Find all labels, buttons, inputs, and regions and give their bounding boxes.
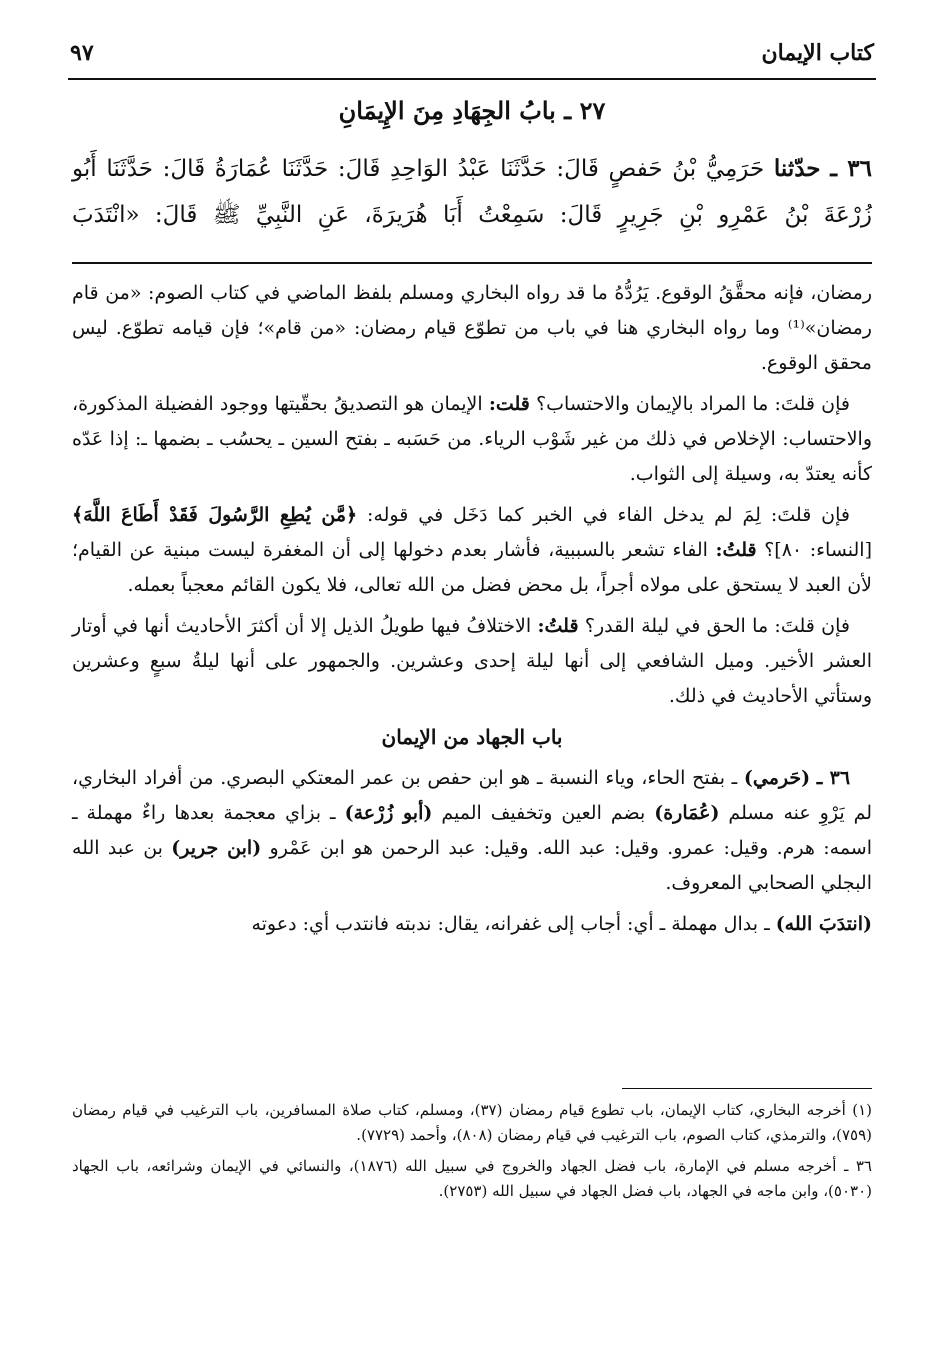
header-rule	[68, 78, 876, 80]
commentary-text: فإن قلتَ: لِمَ لم يدخل الفاء في الخبر كما دَخَل في قوله:	[367, 504, 851, 526]
footnote-marker: ٣٦ ـ	[843, 1157, 872, 1175]
commentary-text: الاختلافُ فيها طويلُ الذيل إلا أن أكثرَ الأحاديث أنها في أوتار العشر الأخير. وميل الشافعي إلى أنها ليلة إحدى وعشرين. والجمهور على أنها ليلةُ سبعٍ وعشرين وستأتي الأحاديث في ذلك.	[72, 615, 872, 707]
verse-reference: [النساء: ٨٠]؟	[764, 539, 872, 561]
commentary-text: ـ بفتح الحاء، وياء النسبة ـ هو ابن حفص بن عمر المعتكي البصري. من أفراد البخاري، لم يَرْوِ عنه مسلم	[72, 767, 873, 824]
term: (عُمَارة)	[654, 802, 720, 824]
footnote-rule	[622, 1088, 872, 1089]
term: (ابن جرير)	[171, 837, 262, 859]
commentary-text: الفاء تشعر بالسببية، فأشار بعدم دخولها إلى أن المغفرة ليست مبنية عن القيام؛ لأن العبد لا يستحق على مولاه أجراً، بل محض فضل من الله تعالى، فلا يكون القائم معجباً بعمله.	[72, 539, 872, 596]
quran-verse: ﴿مَّن يُطِعِ الرَّسُولَ فَقَدْ أَطَاعَ اللَّهَ﴾	[72, 504, 358, 526]
term: (أبو زُرْعة)	[344, 802, 433, 824]
commentary-text: بضم العين وتخفيف الميم	[441, 802, 646, 824]
qultu-marker: قلتُ:	[715, 539, 757, 561]
term: (انتدَبَ الله)	[775, 913, 872, 935]
commentary-subheading: باب الجهاد من الإيمان	[381, 725, 563, 749]
footnote-text: أخرجه البخاري، كتاب الإيمان، باب تطوع قيام رمضان (٣٧)، ومسلم، كتاب صلاة المسافرين، باب الترغيب في قيام رمضان (٧٥٩)، والترمذي، كتاب الصوم، باب الترغيب في قيام رمضان (٨٠٨)، وأحمد (٧٧٢٩).	[72, 1101, 872, 1144]
chapter-title: ٢٧ ـ بابُ الجِهَادِ مِنَ الإِيمَانِ	[338, 96, 606, 125]
commentary	[72, 276, 872, 948]
text-commentary-separator	[72, 262, 872, 264]
footnote-text: أخرجه مسلم في الإمارة، باب فضل الجهاد والخروج في سبيل الله (١٨٧٦)، والنسائي في الإيمان وشرائعه، باب الجهاد (٥٠٣٠)، وابن ماجه في الجهاد، باب فضل الجهاد في سبيل الله (٢٧٥٣).	[72, 1157, 872, 1200]
qultu-marker: قلتُ:	[537, 615, 579, 637]
hadith-lead: حدّثنا	[773, 155, 821, 182]
page-header	[60, 34, 884, 74]
qultu-marker: قلت:	[488, 393, 530, 415]
footnote	[72, 1098, 872, 1148]
footnote-marker: (١)	[852, 1101, 872, 1119]
commentary-text: ـ بدال مهملة ـ أي: أجاب إلى غفرانه، يقال: ندبته فانتدب أي: دعوته	[251, 913, 770, 935]
commentary-paragraph	[72, 761, 872, 901]
running-title: كتاب الإيمان	[761, 40, 874, 66]
entry-number: ٣٦ ـ	[816, 767, 851, 789]
commentary-text: ـ بزاي معجمة بعدها راءٌ مهملة ـ اسمه: هرم. وقيل: عمرو. وقيل: عبد الله. وقيل: عبد الرحمن هو ابن عَمْرو	[72, 802, 873, 859]
commentary-paragraph	[72, 907, 872, 942]
commentary-text: بن عبد الله البجلي الصحابي المعروف.	[72, 837, 872, 894]
commentary-text: فإن قلتَ: ما المراد بالإيمان والاحتساب؟	[536, 393, 850, 415]
hadith-text	[72, 146, 872, 238]
commentary-paragraph	[72, 387, 872, 492]
footnote	[72, 1154, 872, 1204]
footnotes	[72, 1098, 872, 1210]
commentary-text: الإيمان هو التصديقُ بحقّيتها ووجود الفضيلة المذكورة، والاحتساب: الإخلاص في ذلك من غير شَوْب الرياء. من حَسَبه ـ بفتح السين ـ يحسُب ـ بضمها ـ: إذا عَدّه كأنه يعتدّ به، وسيلة إلى الثواب.	[72, 393, 872, 485]
hadith-number: ٣٦ ـ	[830, 155, 873, 182]
page-number: ٩٧	[70, 40, 94, 66]
commentary-paragraph	[72, 276, 872, 381]
commentary-text: فإن قلتَ: ما الحق في ليلة القدر؟	[584, 615, 851, 637]
commentary-text: رمضان، فإنه محقَّقُ الوقوع. يَرُدُّهُ ما قد رواه البخاري ومسلم بلفظ الماضي في كتاب الصوم: «من قام رمضان»⁽¹⁾ وما رواه البخاري هنا في باب من تطوّع قيام رمضان: «من قام»؛ فإن قيامه تطوّع. ليس محقق الوقوع.	[72, 282, 872, 374]
hadith-body: حَرَمِيُّ بْنُ حَفصٍ قَالَ: حَدَّثَنَا عَبْدُ الوَاحِدِ قَالَ: حَدَّثَنَا عُمَارَةُ قَالَ: حَدَّثَنَا أَبُو زُرْعَةَ بْنُ عَمْرِو بْنِ جَرِيرٍ قَالَ: سَمِعْتُ أَبَا هُرَيرَةَ، عَنِ النَّبِيِّ ﷺ قَالَ: «انْتَدَبَ	[72, 156, 872, 228]
commentary-paragraph	[72, 609, 872, 714]
term: (حَرمي)	[743, 767, 811, 789]
commentary-paragraph	[72, 498, 872, 603]
